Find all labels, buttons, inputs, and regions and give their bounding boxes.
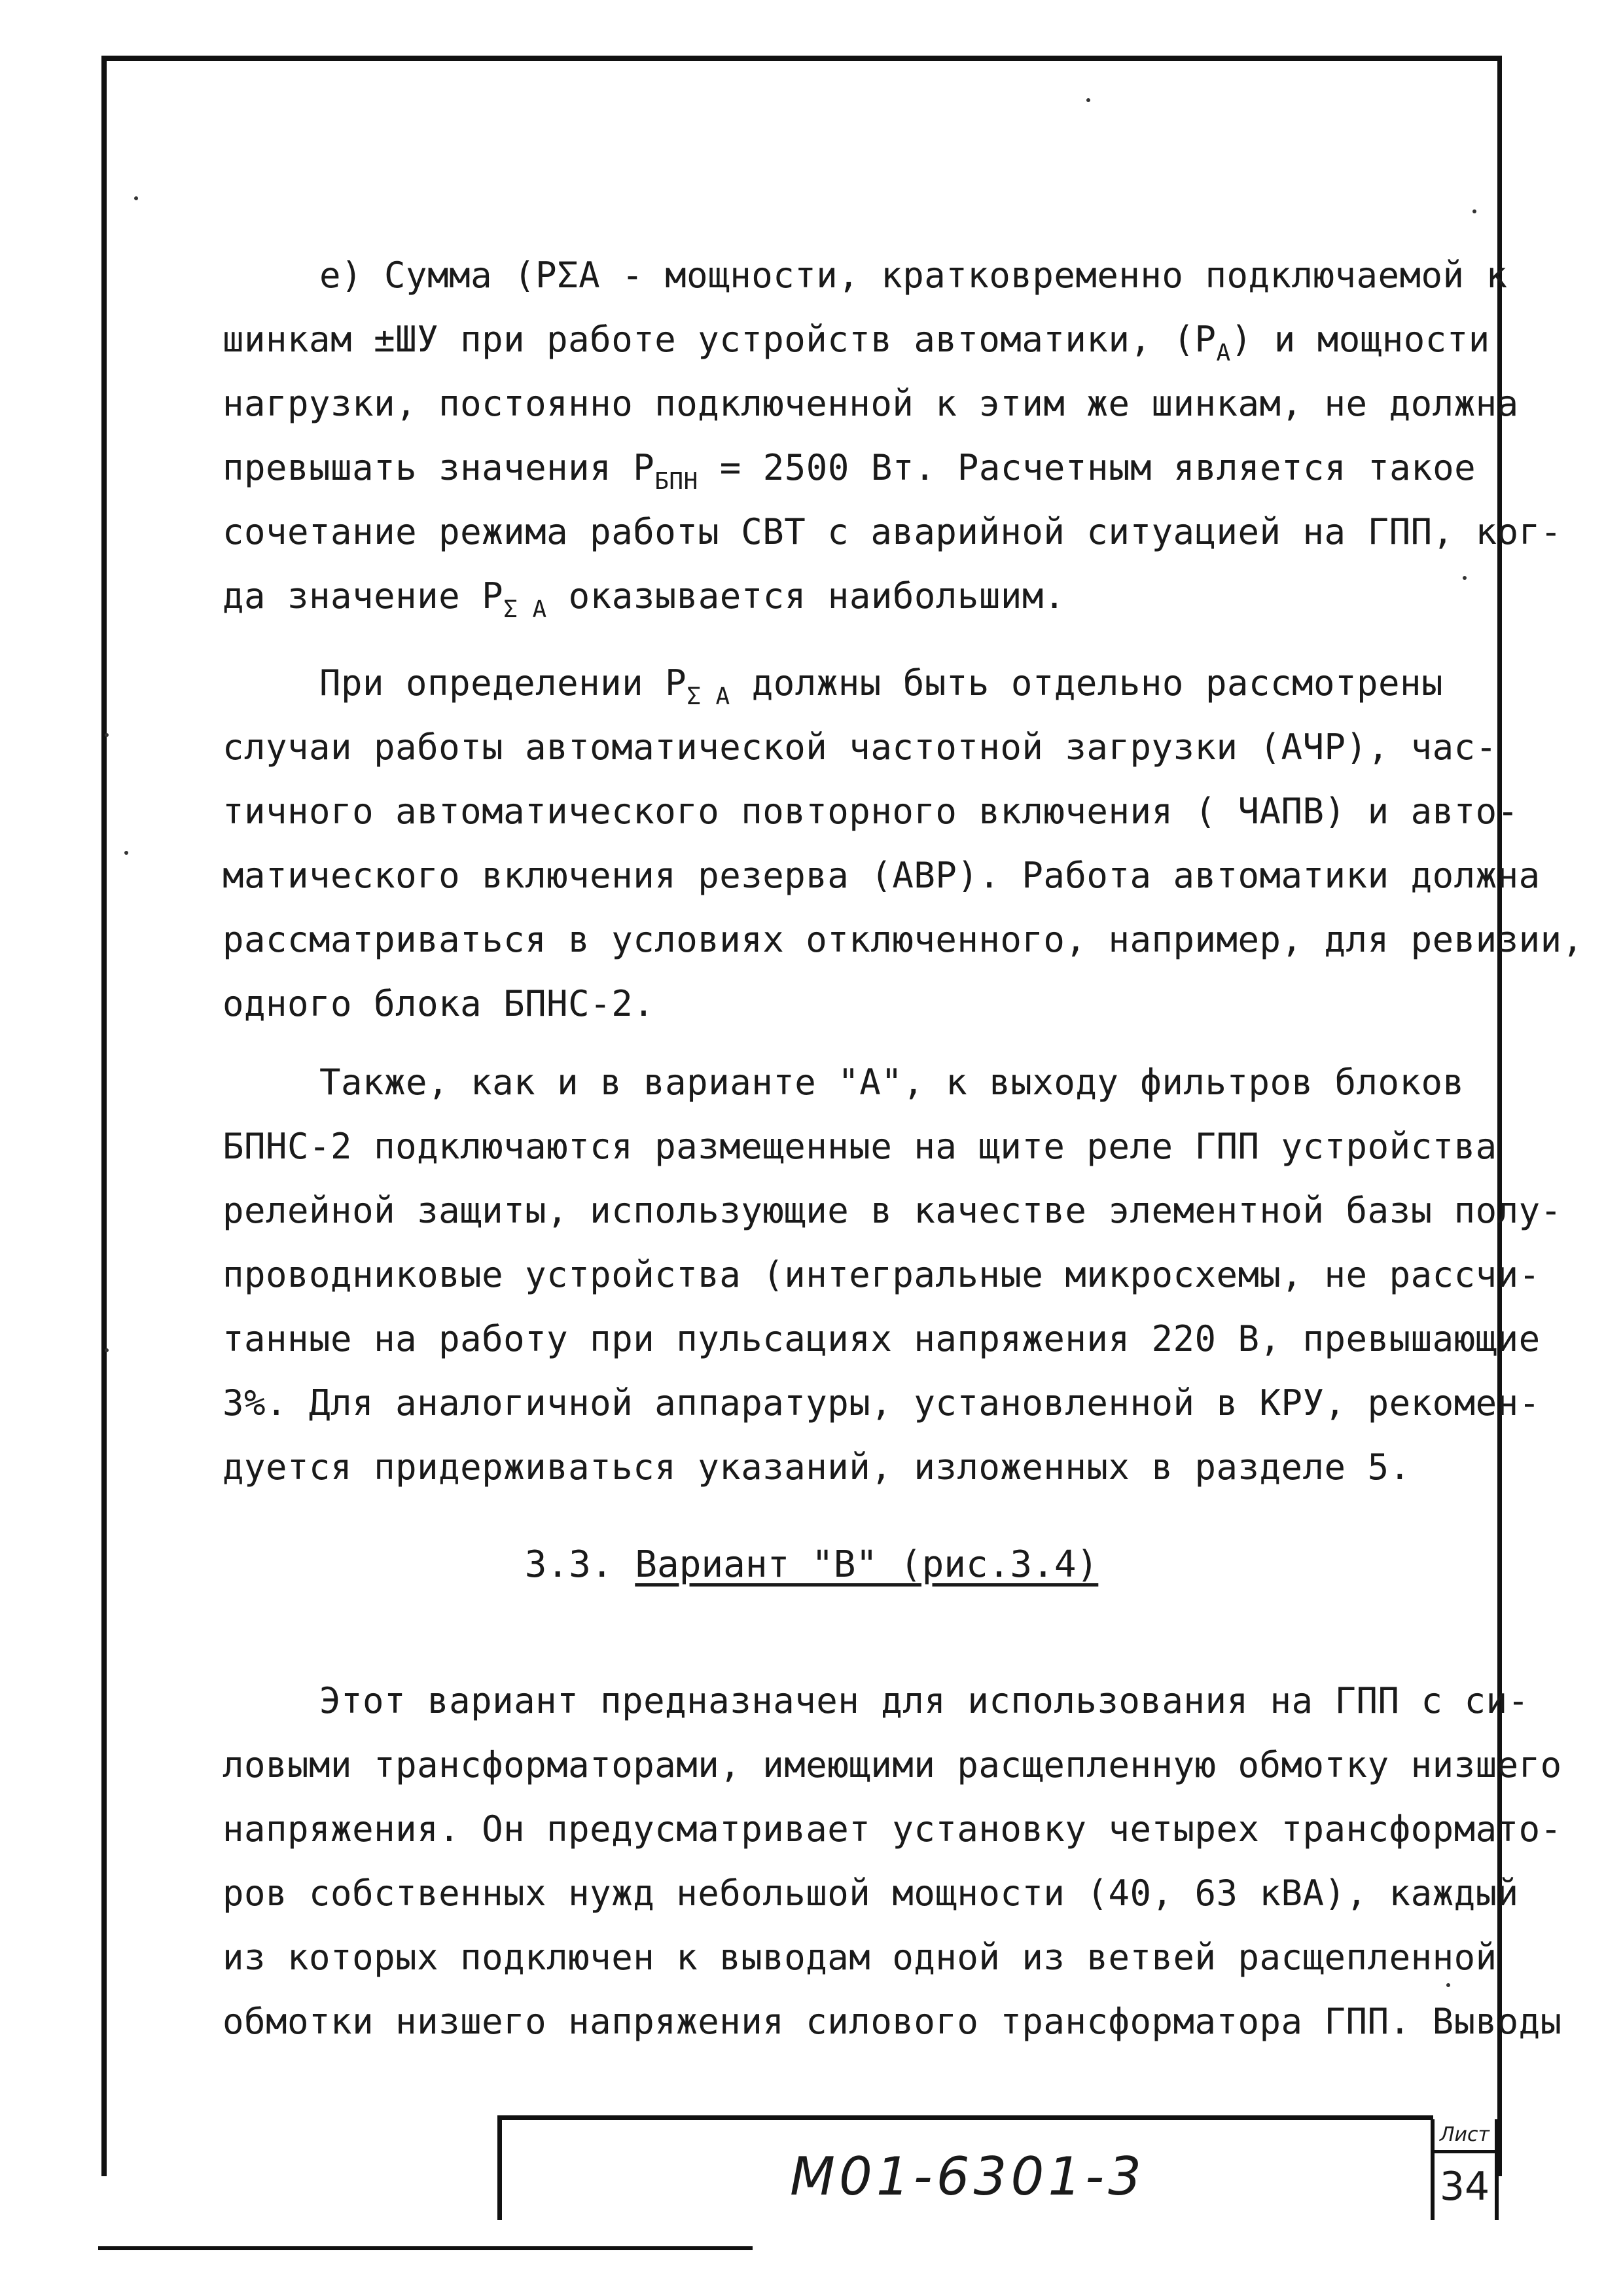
title-block-stamp: [497, 2115, 1433, 2220]
p1-line-6: [223, 564, 1482, 628]
sheet-number: 34: [1439, 2164, 1490, 2210]
p3-line-7: дуется придерживаться указаний, изложенных в разделе 5.: [223, 1446, 1411, 1488]
paragraph-1: [223, 243, 1562, 628]
p1-line-6-a: да значение Р: [223, 575, 504, 617]
p1-line-4-a: превышать значения Р: [223, 447, 655, 488]
p1-line-6-b: оказывается наибольшим.: [546, 575, 1065, 617]
p2-line-3: тичного автоматического повторного включения ( ЧАПВ) и авто-: [223, 791, 1519, 832]
p2-line-5: рассматриваться в условиях отключенного, например, для ревизии,: [223, 919, 1584, 960]
scan-speck: [134, 196, 138, 200]
scan-speck: [1463, 576, 1467, 580]
p1-sub-sigma-a: Σ А: [503, 596, 547, 623]
p3-line-2: БПНС-2 подключаются размещенные на щите реле ГПП устройства: [223, 1126, 1497, 1167]
section-heading: [0, 1543, 1623, 1586]
scan-speck: [105, 1348, 109, 1352]
p2-line-2: случаи работы автоматической частотной загрузки (АЧР), час-: [223, 726, 1497, 768]
scan-speck: [1086, 98, 1090, 102]
p4-line-6: обмотки низшего напряжения силового трансформатора ГПП. Выводы: [223, 2001, 1562, 2042]
p3-line-6: 3%. Для аналогичной аппаратуры, установленной в КРУ, рекомен-: [223, 1382, 1541, 1424]
scan-speck: [124, 851, 128, 855]
p3-line-5: танные на работу при пульсациях напряжения 220 В, превышающие: [223, 1318, 1541, 1359]
p3-line-3: релейной защиты, использующие в качестве элементной базы полу-: [223, 1190, 1562, 1231]
p4-line-3: напряжения. Он предусматривает установку четырех трансформато-: [223, 1808, 1562, 1850]
p4-line-1: Этот вариант предназначен для использования на ГПП с си-: [319, 1680, 1529, 1721]
p1-line-1: е) Сумма (РΣА - мощности, кратковременно подключаемой к: [319, 255, 1508, 296]
p4-line-4: ров собственных нужд небольшой мощности (40, 63 кВА), каждый: [223, 1873, 1519, 1914]
scan-speck: [1472, 209, 1476, 213]
paragraph-2: [223, 651, 1584, 1036]
p1-line-2: [223, 308, 1490, 372]
section-title: Вариант "В" (рис.3.4): [635, 1543, 1099, 1586]
p3-line-1: Также, как и в варианте "А", к выходу фильтров блоков: [319, 1062, 1465, 1103]
p2-line-1-a: При определении Р: [319, 662, 687, 704]
p4-line-2: ловыми трансформаторами, имеющими расщепленную обмотку низшего: [223, 1744, 1562, 1785]
p1-line-2-a: шинкам ±ШУ при работе устройств автоматики, (Р: [223, 319, 1217, 360]
p1-sub-bpn: БПН: [654, 468, 698, 495]
p3-line-4: проводниковые устройства (интегральные микросхемы, не рассчи-: [223, 1254, 1541, 1295]
p2-line-4: матического включения резерва (АВР). Работа автоматики должна: [223, 855, 1541, 896]
sheet-number-box: [1431, 2119, 1499, 2220]
scan-speck: [105, 733, 109, 737]
paragraph-3: [223, 1050, 1562, 1499]
scan-speck: [1446, 1983, 1450, 1987]
bottom-rule: [98, 2246, 753, 2250]
p2-sub-sigma-a: Σ А: [687, 683, 730, 710]
p1-sub-a: А: [1216, 340, 1231, 367]
section-number: 3.3.: [524, 1543, 613, 1586]
p1-line-4: [223, 436, 1482, 500]
p2-line-1-b: должны быть отдельно рассмотрены: [730, 662, 1444, 704]
sheet-label: Лист: [1435, 2123, 1495, 2153]
p4-line-5: из которых подключен к выводам одной из ветвей расщепленной: [223, 1937, 1497, 1978]
p2-line-1: [223, 651, 1482, 715]
p1-line-5: сочетание режима работы СВТ с аварийной ситуацией на ГПП, ког-: [223, 511, 1562, 552]
p1-line-3: нагрузки, постоянно подключенной к этим же шинкам, не должна: [223, 383, 1519, 424]
document-code: М01-6301-3: [789, 2146, 1146, 2207]
p1-line-2-b: ) и мощности: [1230, 319, 1490, 360]
paragraph-4: [223, 1669, 1562, 2054]
p1-line-4-b: = 2500 Вт. Расчетным является такое: [698, 447, 1476, 488]
p2-line-6: одного блока БПНС-2.: [223, 983, 655, 1024]
